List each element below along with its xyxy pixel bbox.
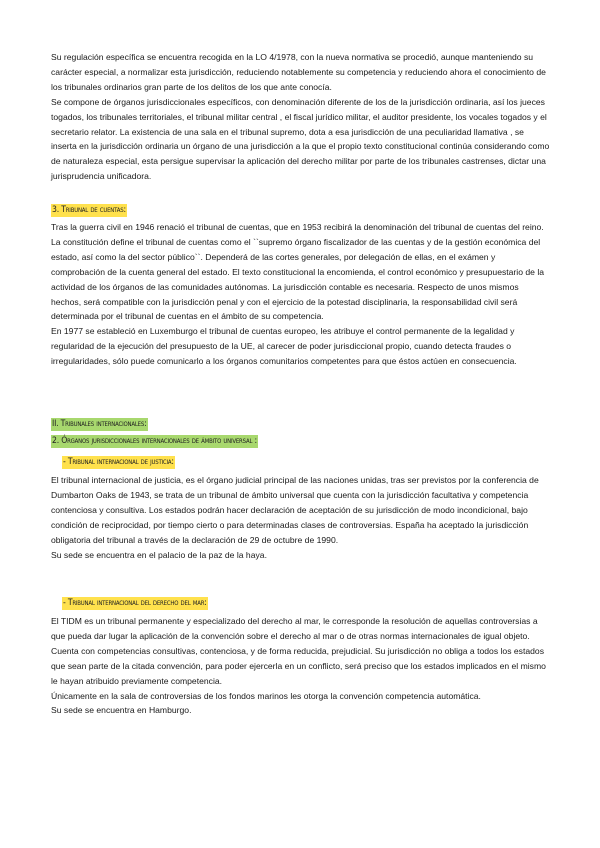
tidm-paragraph-2: Únicamente en la sala de controversias de los fondos marinos les otorga la convención competencia automática. [51,690,481,701]
intro-text [51,50,551,184]
section-ii-subheading: 2. Órganos jurisdiccionales internacionales de ámbito universal : [52,436,257,446]
tidm-text [51,614,551,718]
tidm-paragraph-3: Su sede se encuentra en Hamburgo. [51,705,192,716]
tidm-paragraph-1: El TIDM es un tribunal permanente y especializado del derecho al mar, le corresponde la resolución de aquellas controversias a que pueda dar lugar la aplicación de la convención sobre el derecho al mar o de otras normas internacionales de igual objeto. Cuenta con competencias consultivas, contenciosa, y de forma reducida, prejudicial. Su jurisdicción no obliga a todos los estados que sean parte de la citada convención, para poder ejercerla en un conflicto, será preciso que los estados implicados en el mismo le hayan atribuido previamente competencia. [51,616,546,686]
section-3-paragraph-1: Tras la guerra civil en 1946 renació el tribunal de cuentas, que en 1953 recibirá la denominación del tribunal de cuentas del reino. La constitución define el tribunal de cuentas como el ``supremo órgano fiscalizador de las cuentas y de la gestión económica del estado, así como la del sector público``. Dependerá de las cortes generales, por delegación de ellas, en el exámen y comprobación de la cuenta general del estado. El texto constitucional la encomienda, el control económico y presupuestario de la actividad de los órganos de las comunidades autónomas. La jurisdicción contable es necesaria. Respecto de unos mismos hechos, será compatible con la jurisdicción penal y con el ejercicio de la potestad disciplinaria, la responsabilidad civil será determinada por el tribunal de cuentas en el ámbito de su competencia. [51,222,545,322]
section-3-text [51,220,551,369]
cij-paragraph-2: Su sede se encuentra en el palacio de la paz de la haya. [51,549,267,560]
intro-paragraph-2: Se compone de órganos jurisdiccionales específicos, con denominación diferente de los de la jurisdicción ordinaria, así los jueces togados, los tribunales territoriales, el tribunal militar central , el fiscal jurídico militar, el auditor presidente, los vocales togados y el secretario relator. La existencia de una sala en el tribunal supremo, dota a esa jurisdicción de una peculiaridad llamativa , se inserta en la jurisdicción ordinaria un órgano de una jurisdicción a la que el propio texto constitucional continúa considerando como de naturaleza especial, esta persigue supervisar la aplicación del derecho militar por parte de los tribunales castrenses, dictar una jurisprudencia unificadora. [51,96,550,182]
cij-heading: - Tribunal internacional de justicia: [63,457,174,467]
cij-paragraph-1: El tribunal internacional de justicia, es el órgano judicial principal de las naciones unidas, tras ser previstos por la conferencia de Dumbarton Oaks de 1943, se trata de un tribunal de ámbito universal que cuenta con la jurisdicción facultativa y competencia contenciosa y consultiva. Los estados podrán hacer declaración de aceptación de su jurisdicción de modo incondicional, bajo condición de reciprocidad, por tiempo cierto o para determinadas clases de controversias. España ha aceptado la jurisdicción obligatoria del tribunal a través de la declaración de 29 de octubre de 1990. [51,475,539,545]
section-3-heading: 3. Tribunal de cuentas: [52,205,126,215]
section-ii-heading: II. Tribunales internacionales: [52,419,147,429]
tidm-heading: - Tribunal internacional del derecho del mar: [63,598,207,608]
section-3-paragraph-2: En 1977 se estableció en Luxemburgo el tribunal de cuentas europeo, les atribuye el control permanente de la legalidad y regularidad de la ejecución del presupuesto de la UE, al carecer de poder jurisdiccional propio, cuando detecta fraudes o irregularidades, sólo puede comunicarlo a los órganos comunitarios competentes para que éstos actúen en consecuencia. [51,326,517,367]
intro-paragraph-1: Su regulación específica se encuentra recogida en la LO 4/1978, con la nueva normativa se procedió, aunque manteniendo su carácter especial, a normalizar esta jurisdicción, reduciendo notablemente su competencia y reduciendo ahora el conocimiento de los tribunales ordinarios gran parte de los delitos de los que ante conocía. [51,52,546,92]
cij-text [51,473,551,562]
